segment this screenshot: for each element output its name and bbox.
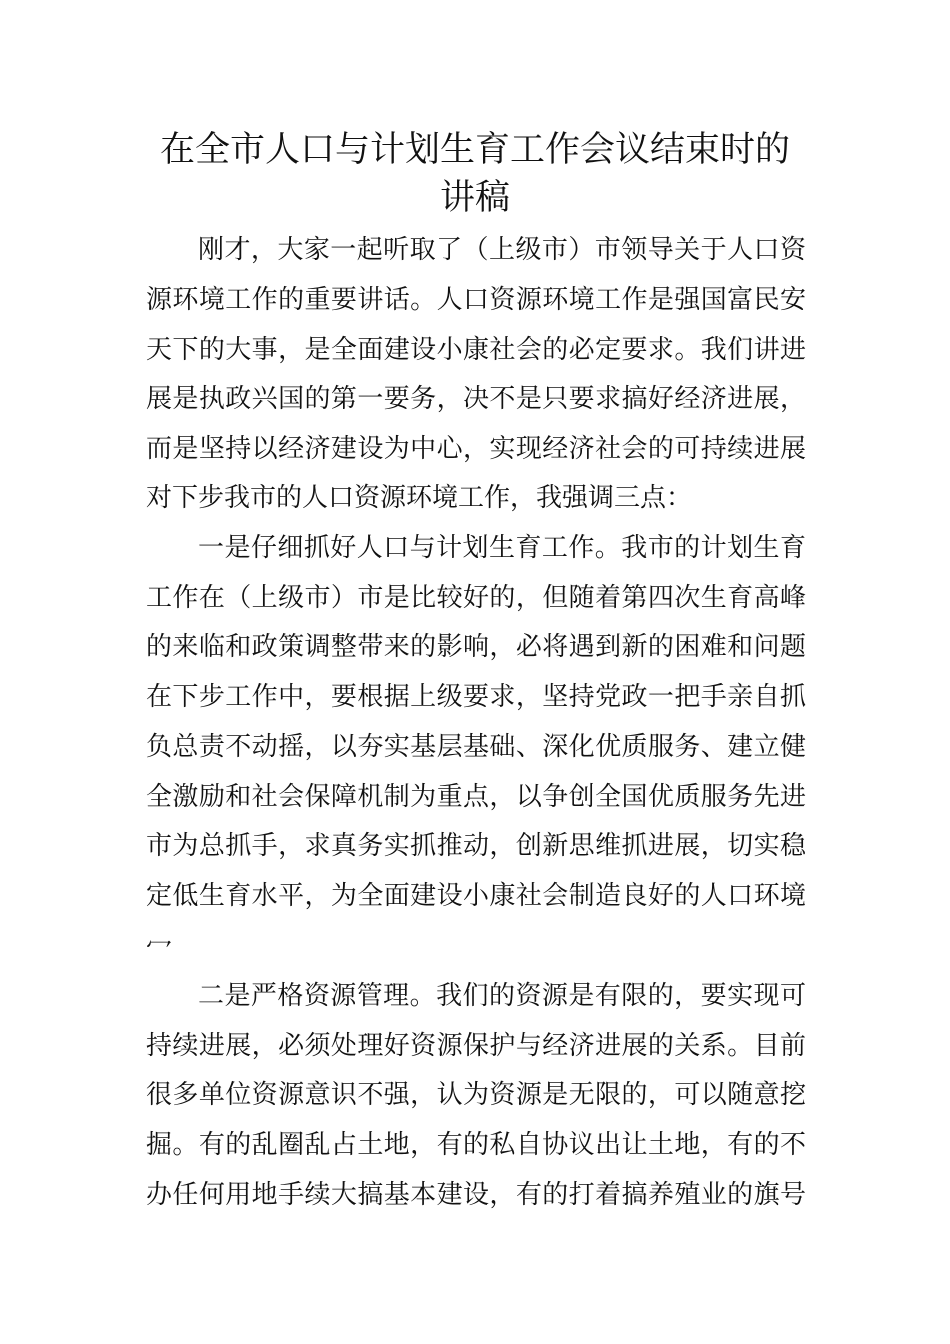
paragraph-2-line-2: 工作在（上级市）市是比较好的，但随着第四次生育高峰: [146, 583, 806, 613]
paragraph-2-line-9: 冖: [146, 933, 173, 963]
paragraph-3-line-3: 很多单位资源意识不强，认为资源是无限的，可以随意挖: [146, 1080, 806, 1110]
paragraph-2-line-5: 负总责不动摇，以夯实基层基础、深化优质服务、建立健: [146, 732, 806, 762]
paragraph-1-line-1: 刚才，大家一起听取了（上级市）市领导关于人口资: [198, 235, 806, 265]
document-title-line-2: 讲稿: [439, 178, 510, 218]
paragraph-2-line-6: 全激励和社会保障机制为重点，以争创全国优质服务先进: [146, 782, 806, 812]
paragraph-3-line-1: 二是严格资源管理。我们的资源是有限的，要实现可: [198, 981, 806, 1011]
paragraph-2-line-8: 定低生育水平，为全面建设小康社会制造良好的人口环境: [146, 881, 806, 911]
document-title-line-1: 在全市人口与计划生育工作会议结束时的: [159, 130, 790, 170]
paragraph-2-line-7: 市为总抓手，求真务实抓推动，创新思维抓进展，切实稳: [146, 831, 806, 861]
paragraph-3-line-5: 办任何用地手续大搞基本建设，有的打着搞养殖业的旗号: [146, 1180, 806, 1210]
paragraph-2-line-3: 的来临和政策调整带来的影响，必将遇到新的困难和问题: [146, 632, 806, 662]
paragraph-3-line-2: 持续进展，必须处理好资源保护与经济进展的关系。目前: [146, 1031, 806, 1061]
paragraph-1-line-4: 展是执政兴国的第一要务，决不是只要求搞好经济进展，: [146, 384, 806, 414]
paragraph-2-line-4: 在下步工作中，要根据上级要求，坚持党政一把手亲自抓: [146, 682, 806, 712]
paragraph-1-line-5: 而是坚持以经济建设为中心，实现经济社会的可持续进展: [146, 434, 806, 464]
paragraph-2-line-1: 一是仔细抓好人口与计划生育工作。我市的计划生育: [198, 533, 806, 563]
paragraph-1-line-6: 对下步我市的人口资源环境工作，我强调三点：: [146, 483, 693, 513]
paragraph-1-line-3: 天下的大事，是全面建设小康社会的必定要求。我们讲进: [146, 335, 806, 365]
paragraph-1-line-2: 源环境工作的重要讲话。人口资源环境工作是强国富民安: [146, 285, 806, 315]
paragraph-3-line-4: 掘。有的乱圈乱占土地，有的私自协议出让土地，有的不: [146, 1130, 806, 1160]
